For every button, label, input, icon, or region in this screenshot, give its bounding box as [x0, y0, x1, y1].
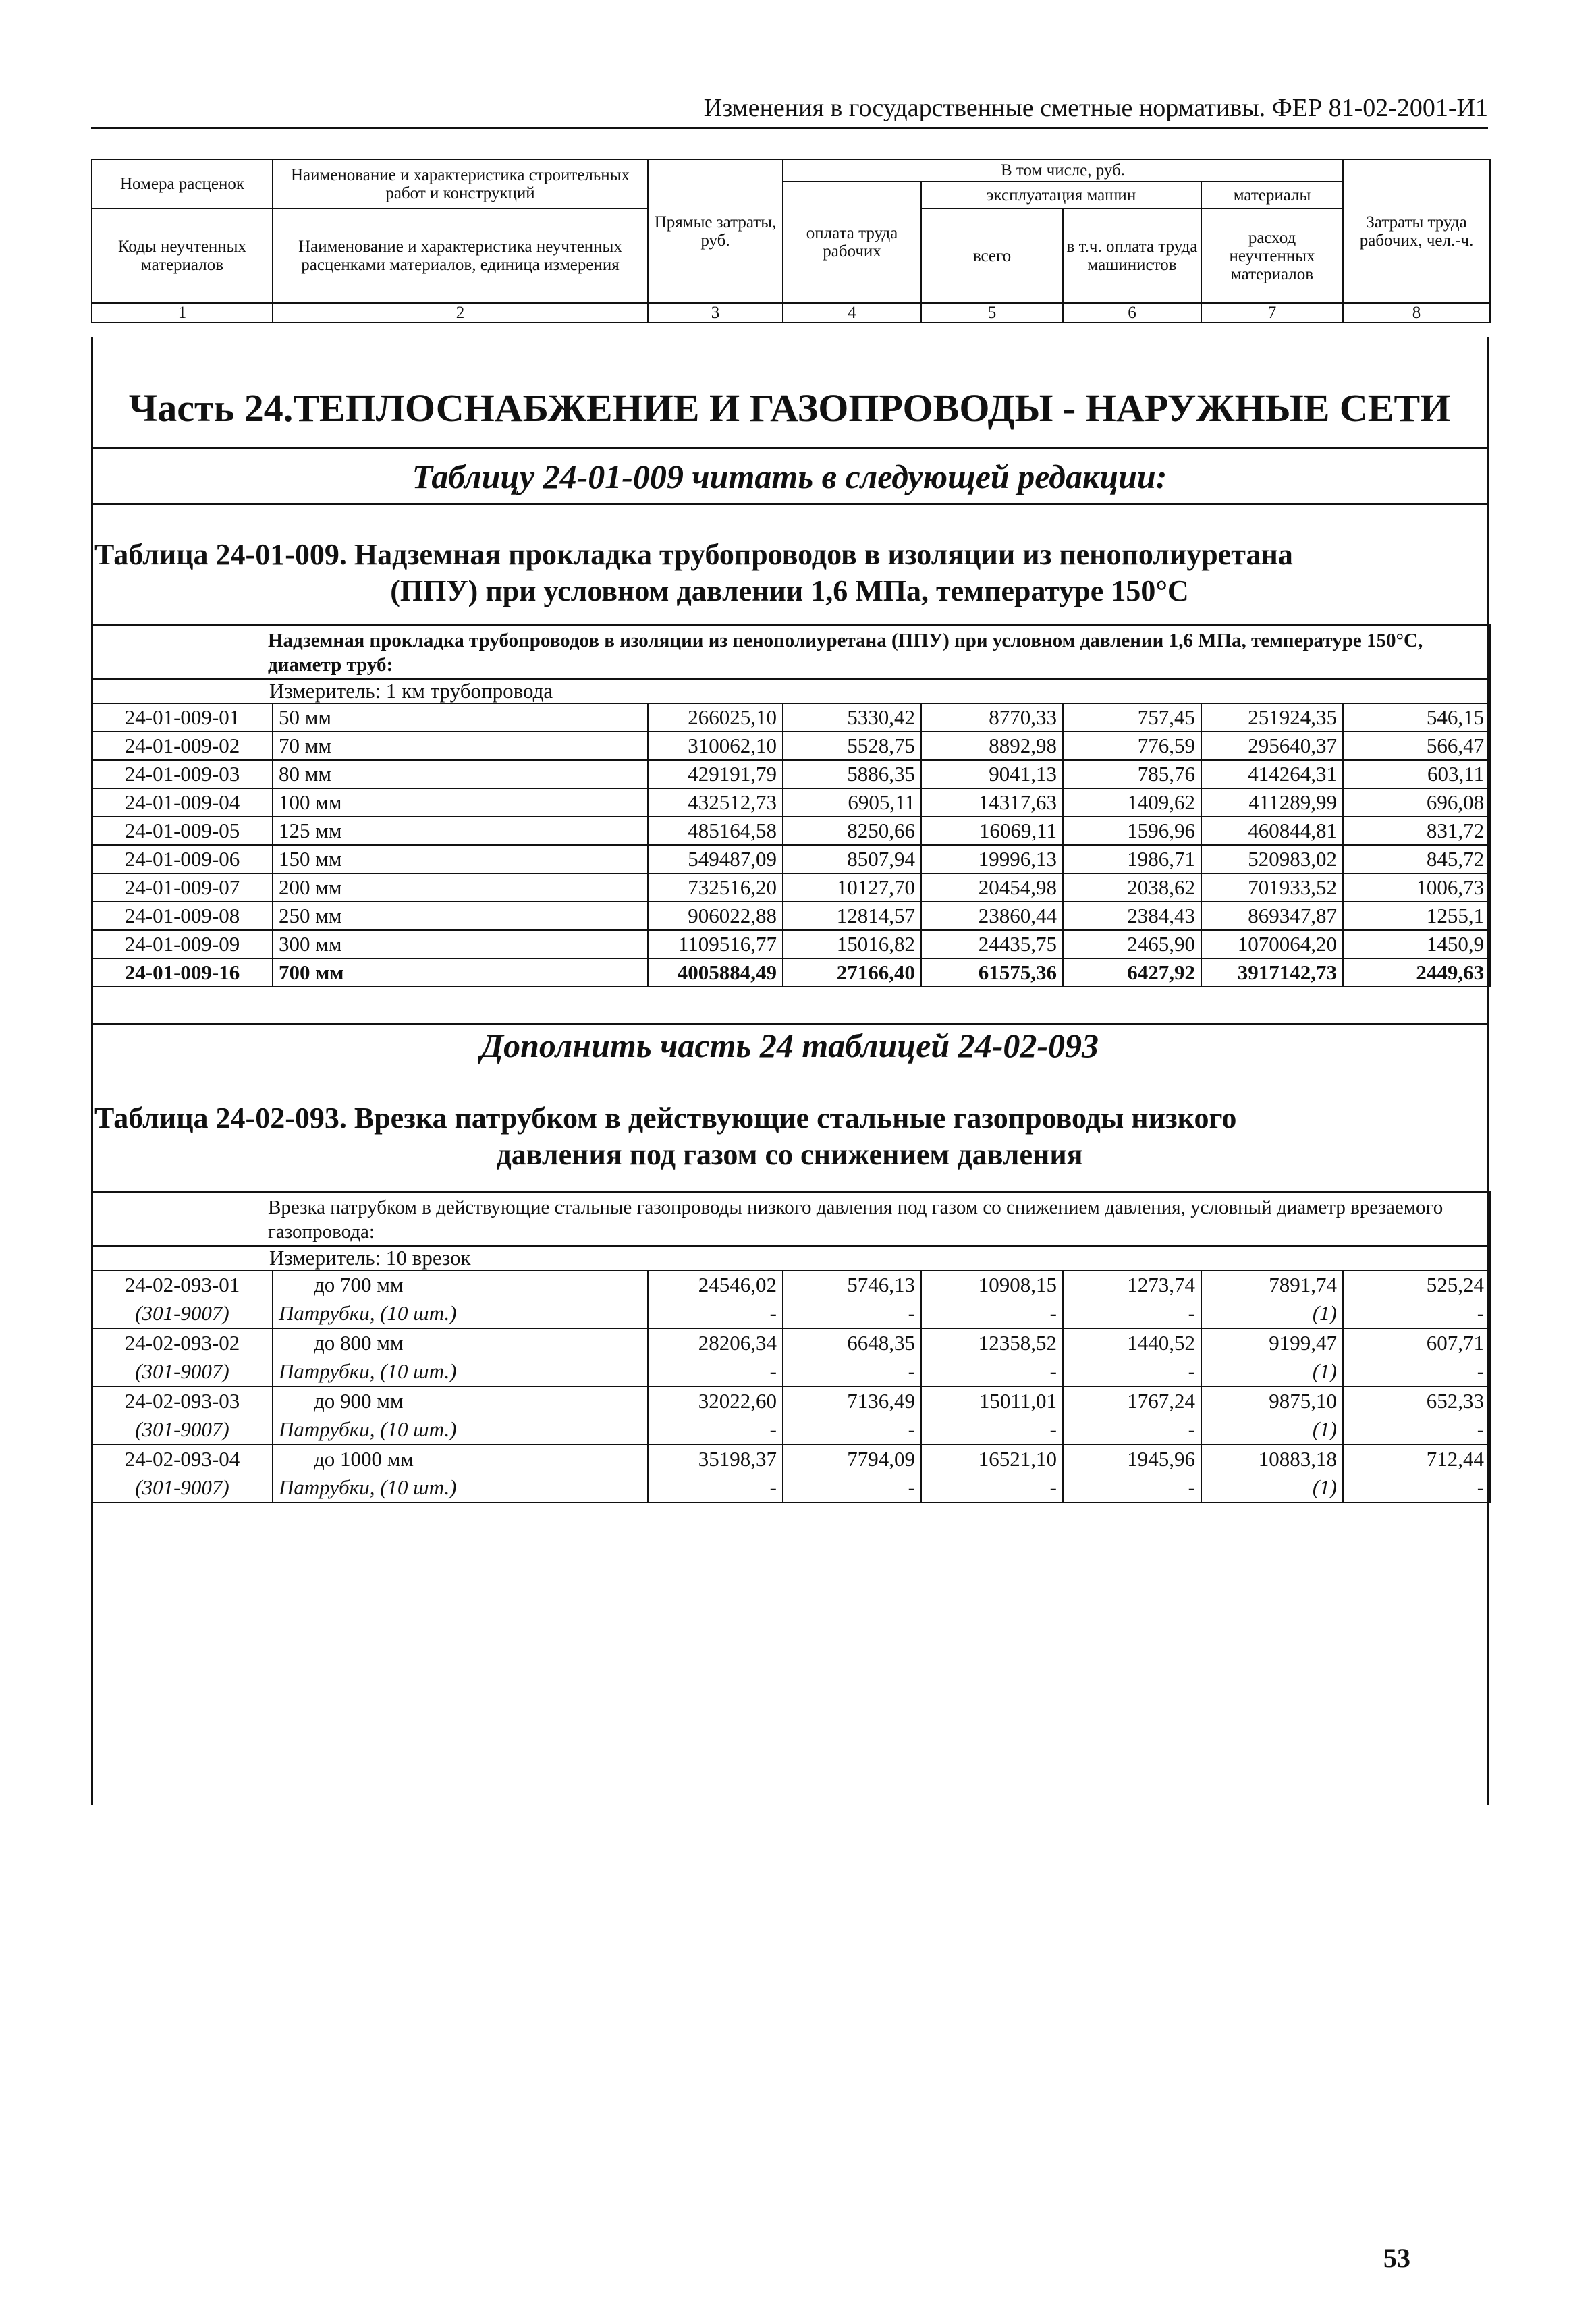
rate-value: 15011,01 — [921, 1386, 1063, 1415]
table-row — [92, 958, 1490, 987]
header-labor-costs: Затраты труда рабочих, чел.-ч. — [1343, 159, 1490, 303]
rate-code: 24-01-009-05 — [92, 817, 273, 845]
material-value: - — [1063, 1415, 1201, 1444]
part-title: Часть 24.ТЕПЛОСНАБЖЕНИЕ И ГАЗОПРОВОДЫ - НАРУЖНЫЕ СЕТИ — [128, 386, 1451, 430]
rate-value: 1450,9 — [1343, 930, 1490, 958]
header-wages: оплата труда рабочих — [783, 182, 921, 303]
material-name: Патрубки, (10 шт.) — [273, 1357, 648, 1386]
table-row — [92, 1386, 1490, 1415]
material-value: (1) — [1201, 1473, 1343, 1502]
material-value: - — [1063, 1357, 1201, 1386]
material-value: (1) — [1201, 1357, 1343, 1386]
rate-code: 24-02-093-02 — [92, 1328, 273, 1357]
header-including: В том числе, руб. — [783, 159, 1343, 182]
rate-value: 2384,43 — [1063, 902, 1201, 930]
table-2-title — [94, 1100, 1485, 1173]
col-number: 7 — [1201, 303, 1343, 323]
rate-value: 12814,57 — [783, 902, 921, 930]
rate-code: 24-01-009-09 — [92, 930, 273, 958]
material-name: Патрубки, (10 шт.) — [273, 1415, 648, 1444]
rate-code: 24-01-009-07 — [92, 873, 273, 902]
rate-name: 100 мм — [273, 788, 648, 817]
rate-value: 414264,31 — [1201, 760, 1343, 788]
rate-value: 8770,33 — [921, 703, 1063, 732]
rate-value: 5886,35 — [783, 760, 921, 788]
rate-value: 701933,52 — [1201, 873, 1343, 902]
frame-right — [1487, 337, 1489, 1805]
material-value: (1) — [1201, 1299, 1343, 1328]
rate-value: 1109516,77 — [648, 930, 783, 958]
rate-value: 1409,62 — [1063, 788, 1201, 817]
rate-value: 28206,34 — [648, 1328, 783, 1357]
col-number: 6 — [1063, 303, 1201, 323]
rate-value: 525,24 — [1343, 1270, 1490, 1299]
rate-value: 757,45 — [1063, 703, 1201, 732]
rate-value: 906022,88 — [648, 902, 783, 930]
rate-value: 24546,02 — [648, 1270, 783, 1299]
rate-code: 24-01-009-06 — [92, 845, 273, 873]
rate-value: 8892,98 — [921, 732, 1063, 760]
header-operator-wages: в т.ч. оплата труда машинистов — [1063, 209, 1201, 303]
rate-value: 9041,13 — [921, 760, 1063, 788]
rate-value: 35198,37 — [648, 1444, 783, 1473]
rate-code: 24-02-093-03 — [92, 1386, 273, 1415]
material-value: - — [1343, 1357, 1490, 1386]
rate-code: 24-02-093-04 — [92, 1444, 273, 1473]
rate-value: 549487,09 — [648, 845, 783, 873]
header-total: всего — [921, 209, 1063, 303]
table-row — [92, 817, 1490, 845]
header-materials: материалы — [1201, 182, 1343, 209]
header-material-name: Наименование и характеристика неучтенных расценками материалов, единица измерения — [273, 209, 648, 303]
rate-name: 150 мм — [273, 845, 648, 873]
rate-value: 16521,10 — [921, 1444, 1063, 1473]
header-rates-number: Номера расценок — [92, 159, 273, 209]
material-code: (301-9007) — [92, 1357, 273, 1386]
rate-code: 24-01-009-04 — [92, 788, 273, 817]
table-2-meter: Измеритель: 10 врезок — [92, 1246, 1490, 1270]
material-value: - — [921, 1299, 1063, 1328]
page-number: 53 — [1383, 2243, 1410, 2273]
rate-value: 411289,99 — [1201, 788, 1343, 817]
material-value: - — [1343, 1415, 1490, 1444]
rate-value: 485164,58 — [648, 817, 783, 845]
rate-value: 429191,79 — [648, 760, 783, 788]
rate-code: 24-01-009-16 — [92, 958, 273, 987]
rate-name: до 1000 мм — [273, 1444, 648, 1473]
rate-value: 7891,74 — [1201, 1270, 1343, 1299]
table-24-02-093 — [91, 1191, 1491, 1503]
rate-value: 7794,09 — [783, 1444, 921, 1473]
rate-value: 19996,13 — [921, 845, 1063, 873]
rate-value: 1986,71 — [1063, 845, 1201, 873]
table-row — [92, 930, 1490, 958]
table-1-title-line2: (ППУ) при условном давлении 1,6 МПа, температуре 150°С — [390, 574, 1189, 607]
table-1-meter: Измеритель: 1 км трубопровода — [92, 679, 1490, 703]
rate-value: 566,47 — [1343, 732, 1490, 760]
rate-value: 732516,20 — [648, 873, 783, 902]
rate-value: 1767,24 — [1063, 1386, 1201, 1415]
table-row — [92, 760, 1490, 788]
header-direct-costs: Прямые затраты, руб. — [648, 159, 783, 303]
frame-rule — [91, 447, 1489, 449]
rate-value: 20454,98 — [921, 873, 1063, 902]
material-value: - — [921, 1357, 1063, 1386]
notice-add-table: Дополнить часть 24 таблицей 24-02-093 — [480, 1027, 1099, 1064]
table-2-rows — [92, 1270, 1490, 1502]
rate-name: 250 мм — [273, 902, 648, 930]
rate-value: 266025,10 — [648, 703, 783, 732]
table-24-01-009 — [91, 624, 1491, 987]
rate-value: 520983,02 — [1201, 845, 1343, 873]
material-value: - — [783, 1473, 921, 1502]
notice-replace-table: Таблицу 24-01-009 читать в следующей редакции: — [412, 458, 1167, 495]
material-code: (301-9007) — [92, 1299, 273, 1328]
table-row — [92, 788, 1490, 817]
material-row — [92, 1357, 1490, 1386]
material-name: Патрубки, (10 шт.) — [273, 1473, 648, 1502]
col-number: 5 — [921, 303, 1063, 323]
rate-value: 5528,75 — [783, 732, 921, 760]
rate-value: 460844,81 — [1201, 817, 1343, 845]
rate-code: 24-01-009-03 — [92, 760, 273, 788]
rate-value: 831,72 — [1343, 817, 1490, 845]
material-value: - — [1063, 1473, 1201, 1502]
frame-rule — [91, 1023, 1489, 1025]
rate-name: 80 мм — [273, 760, 648, 788]
rate-value: 7136,49 — [783, 1386, 921, 1415]
rate-code: 24-01-009-08 — [92, 902, 273, 930]
material-code: (301-9007) — [92, 1473, 273, 1502]
rate-name: 300 мм — [273, 930, 648, 958]
rate-name: 70 мм — [273, 732, 648, 760]
rate-value: 432512,73 — [648, 788, 783, 817]
rate-value: 15016,82 — [783, 930, 921, 958]
rate-value: 2038,62 — [1063, 873, 1201, 902]
rate-value: 251924,35 — [1201, 703, 1343, 732]
material-value: - — [783, 1415, 921, 1444]
rate-value: 546,15 — [1343, 703, 1490, 732]
rate-value: 9199,47 — [1201, 1328, 1343, 1357]
material-value: (1) — [1201, 1415, 1343, 1444]
table-2-description: Врезка патрубком в действующие стальные газопроводы низкого давления под газом со снижением давления, условный диаметр врезаемого газопровода: — [92, 1192, 1490, 1246]
column-header-table — [91, 159, 1491, 323]
material-row — [92, 1415, 1490, 1444]
table-2-title-line2: давления под газом со снижением давления — [496, 1138, 1083, 1171]
material-value: - — [1343, 1299, 1490, 1328]
rate-value: 4005884,49 — [648, 958, 783, 987]
rate-value: 785,76 — [1063, 760, 1201, 788]
header-rule — [91, 127, 1488, 129]
rate-value: 5746,13 — [783, 1270, 921, 1299]
table-row — [92, 732, 1490, 760]
rate-value: 310062,10 — [648, 732, 783, 760]
rate-value: 1070064,20 — [1201, 930, 1343, 958]
header-work-name: Наименование и характеристика строительных работ и конструкций — [273, 159, 648, 209]
rate-value: 2449,63 — [1343, 958, 1490, 987]
rate-value: 8250,66 — [783, 817, 921, 845]
rate-value: 1006,73 — [1343, 873, 1490, 902]
rate-value: 652,33 — [1343, 1386, 1490, 1415]
rate-value: 6905,11 — [783, 788, 921, 817]
material-value: - — [648, 1415, 783, 1444]
rate-value: 2465,90 — [1063, 930, 1201, 958]
material-row — [92, 1473, 1490, 1502]
rate-value: 10908,15 — [921, 1270, 1063, 1299]
table-1-rows — [92, 703, 1490, 987]
table-2-title-line1: Таблица 24-02-093. Врезка патрубком в действующие стальные газопроводы низкого — [94, 1101, 1237, 1135]
material-code: (301-9007) — [92, 1415, 273, 1444]
header-material-codes: Коды неучтенных материалов — [92, 209, 273, 303]
rate-value: 607,71 — [1343, 1328, 1490, 1357]
rate-value: 32022,60 — [648, 1386, 783, 1415]
table-row — [92, 703, 1490, 732]
rate-value: 24435,75 — [921, 930, 1063, 958]
table-1-title — [94, 537, 1485, 609]
rate-value: 696,08 — [1343, 788, 1490, 817]
rate-value: 6427,92 — [1063, 958, 1201, 987]
table-1-title-line1: Таблица 24-01-009. Надземная прокладка трубопроводов в изоляции из пенополиуретана — [94, 538, 1293, 571]
header-material-use: расход неучтенных материалов — [1201, 209, 1343, 303]
rate-value: 3917142,73 — [1201, 958, 1343, 987]
rate-name: до 700 мм — [273, 1270, 648, 1299]
rate-value: 10127,70 — [783, 873, 921, 902]
rate-value: 295640,37 — [1201, 732, 1343, 760]
rate-value: 27166,40 — [783, 958, 921, 987]
rate-value: 1273,74 — [1063, 1270, 1201, 1299]
rate-code: 24-01-009-02 — [92, 732, 273, 760]
rate-value: 712,44 — [1343, 1444, 1490, 1473]
rate-name: 50 мм — [273, 703, 648, 732]
rate-value: 6648,35 — [783, 1328, 921, 1357]
rate-value: 776,59 — [1063, 732, 1201, 760]
rate-name: до 900 мм — [273, 1386, 648, 1415]
frame-left — [91, 337, 93, 1805]
material-value: - — [1343, 1473, 1490, 1502]
rate-value: 1596,96 — [1063, 817, 1201, 845]
rate-value: 16069,11 — [921, 817, 1063, 845]
rate-name: 200 мм — [273, 873, 648, 902]
rate-value: 1945,96 — [1063, 1444, 1201, 1473]
rate-value: 603,11 — [1343, 760, 1490, 788]
col-number: 1 — [92, 303, 273, 323]
rate-value: 8507,94 — [783, 845, 921, 873]
col-number: 4 — [783, 303, 921, 323]
rate-value: 869347,87 — [1201, 902, 1343, 930]
rate-name: до 800 мм — [273, 1328, 648, 1357]
rate-code: 24-02-093-01 — [92, 1270, 273, 1299]
rate-value: 23860,44 — [921, 902, 1063, 930]
table-1-description: Надземная прокладка трубопроводов в изоляции из пенополиуретана (ППУ) при условном давлении 1,6 МПа, температуре 150°С, диаметр труб: — [92, 625, 1490, 679]
rate-value: 14317,63 — [921, 788, 1063, 817]
rate-value: 1255,1 — [1343, 902, 1490, 930]
rate-value: 9875,10 — [1201, 1386, 1343, 1415]
rate-value: 12358,52 — [921, 1328, 1063, 1357]
table-row — [92, 845, 1490, 873]
rate-value: 845,72 — [1343, 845, 1490, 873]
table-row — [92, 1328, 1490, 1357]
material-value: - — [1063, 1299, 1201, 1328]
rate-name: 125 мм — [273, 817, 648, 845]
rate-code: 24-01-009-01 — [92, 703, 273, 732]
rate-name: 700 мм — [273, 958, 648, 987]
material-value: - — [783, 1357, 921, 1386]
col-number: 3 — [648, 303, 783, 323]
material-value: - — [648, 1357, 783, 1386]
col-number: 8 — [1343, 303, 1490, 323]
material-value: - — [648, 1299, 783, 1328]
running-header: Изменения в государственные сметные нормативы. ФЕР 81-02-2001-И1 — [703, 94, 1488, 122]
header-machines: эксплуатация машин — [921, 182, 1201, 209]
material-row — [92, 1299, 1490, 1328]
frame-rule — [91, 503, 1489, 505]
table-row — [92, 1444, 1490, 1473]
material-name: Патрубки, (10 шт.) — [273, 1299, 648, 1328]
table-row — [92, 1270, 1490, 1299]
rate-value: 61575,36 — [921, 958, 1063, 987]
table-row — [92, 902, 1490, 930]
material-value: - — [648, 1473, 783, 1502]
material-value: - — [783, 1299, 921, 1328]
rate-value: 10883,18 — [1201, 1444, 1343, 1473]
material-value: - — [921, 1415, 1063, 1444]
col-number: 2 — [273, 303, 648, 323]
rate-value: 1440,52 — [1063, 1328, 1201, 1357]
material-value: - — [921, 1473, 1063, 1502]
table-row — [92, 873, 1490, 902]
rate-value: 5330,42 — [783, 703, 921, 732]
